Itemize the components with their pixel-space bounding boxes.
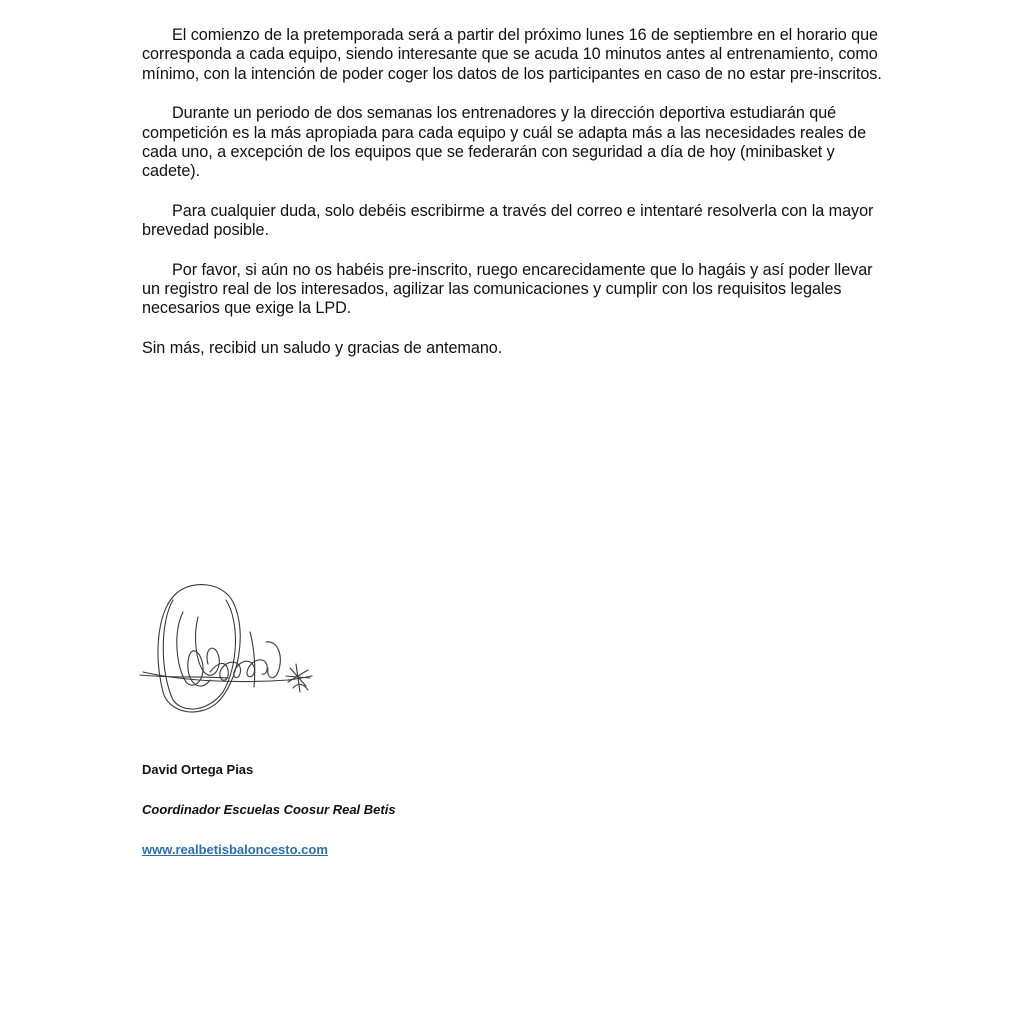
paragraph-preseason-start: El comienzo de la pretemporada será a partir del próximo lunes 16 de septiembre en el horario que corresponda a cada equipo, siendo interesante que se acuda 10 minutos antes al entrenamiento, como mínimo, con la intención de poder coger los datos de los participantes en caso de no estar pre-inscritos. — [142, 26, 882, 83]
closing-line: Sin más, recibid un saludo y gracias de antemano. — [142, 338, 503, 357]
paragraph-competition-selection: Durante un periodo de dos semanas los entrenadores y la dirección deportiva estudiarán qué competición es la más apropiada para cada equipo y cuál se adapta más a las necesidades reales de cada uno, a excepción de los equipos que se federarán con seguridad a día de hoy (minibasket y cadete). — [142, 104, 867, 181]
signer-name: David Ortega Pias — [142, 762, 254, 777]
letter-body — [142, 26, 882, 378]
website-link[interactable]: www.realbetisbaloncesto.com — [142, 842, 328, 857]
paragraph-preregistration: Por favor, si aún no os habéis pre-inscrito, ruego encarecidamente que lo hagáis y así poder llevar un registro real de los interesados, agilizar las comunicaciones y cumplir con los requisitos legales necesarios que exige la LPD. — [142, 260, 873, 318]
handwritten-signature — [138, 572, 328, 722]
paragraph-questions: Para cualquier duda, solo debéis escribirme a través del correo e intentaré resolverla con la mayor brevedad posible. — [142, 201, 874, 240]
signer-role: Coordinador Escuelas Coosur Real Betis — [142, 802, 396, 817]
